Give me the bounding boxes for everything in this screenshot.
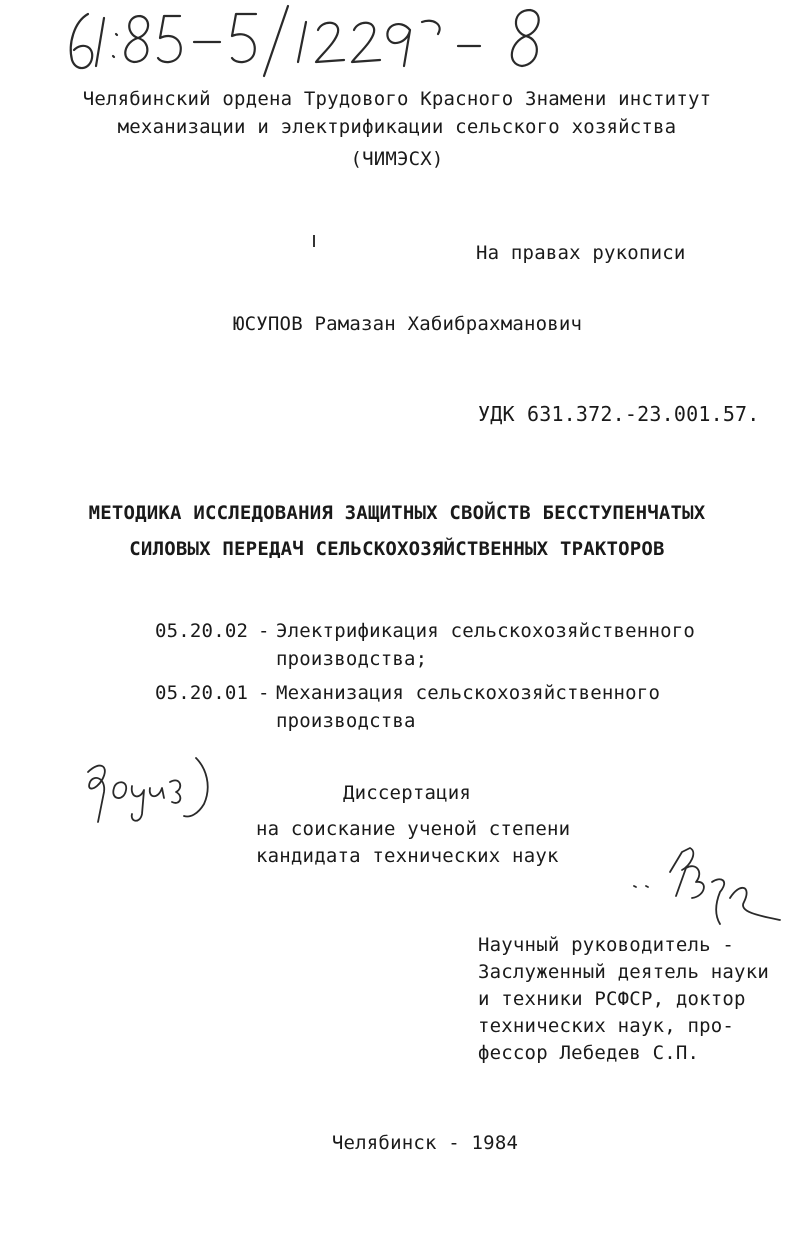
specialty-name-line-2: производства bbox=[276, 710, 416, 732]
dissertation-label: Диссертация bbox=[343, 782, 472, 804]
specialty-dash: - bbox=[258, 682, 270, 704]
advisor-signature bbox=[620, 842, 790, 930]
advisor-line-3: и техники РСФСР, доктор bbox=[478, 988, 746, 1010]
advisor-line-5: фессор Лебедев С.П. bbox=[478, 1042, 700, 1064]
institute-line-1: Челябинский ордена Трудового Красного Знамени институт bbox=[82, 88, 712, 110]
specialty-name-line-2: производства; bbox=[276, 648, 428, 670]
handwritten-note bbox=[80, 752, 230, 832]
rights-note: На правах рукописи bbox=[476, 242, 686, 264]
advisor-line-2: Заслуженный деятель науки bbox=[478, 961, 769, 983]
specialty-dash: - bbox=[258, 620, 270, 642]
dissertation-line-1: на соискание ученой степени bbox=[256, 818, 571, 840]
specialty-name-line-1: Электрификация сельскохозяйственного bbox=[276, 620, 696, 642]
handwritten-archive-number bbox=[60, 0, 580, 80]
title-line-1: МЕТОДИКА ИССЛЕДОВАНИЯ ЗАЩИТНЫХ СВОЙСТВ БЕССТУПЕНЧАТЫХ bbox=[88, 502, 706, 524]
title-line-2: СИЛОВЫХ ПЕРЕДАЧ СЕЛЬСКОХОЗЯЙСТВЕННЫХ ТРАКТОРОВ bbox=[129, 538, 665, 560]
stray-mark bbox=[313, 235, 315, 247]
author-name: ЮСУПОВ Рамазан Хабибрахманович bbox=[233, 313, 583, 335]
city-year-footer: Челябинск - 1984 bbox=[331, 1132, 519, 1154]
institute-line-2: механизации и электрификации сельского хозяйства bbox=[117, 116, 677, 138]
advisor-line-4: технических наук, про- bbox=[478, 1015, 735, 1037]
advisor-line-1: Научный руководитель - bbox=[478, 934, 735, 956]
specialty-name-line-1: Механизация сельскохозяйственного bbox=[276, 682, 661, 704]
institute-abbreviation: (ЧИМЭСХ) bbox=[350, 148, 444, 170]
dissertation-line-2: кандидата технических наук bbox=[256, 845, 559, 867]
specialty-code: 05.20.02 bbox=[155, 620, 249, 642]
specialty-code: 05.20.01 bbox=[155, 682, 249, 704]
udc-code: УДК 631.372.-23.001.57. bbox=[478, 402, 760, 426]
